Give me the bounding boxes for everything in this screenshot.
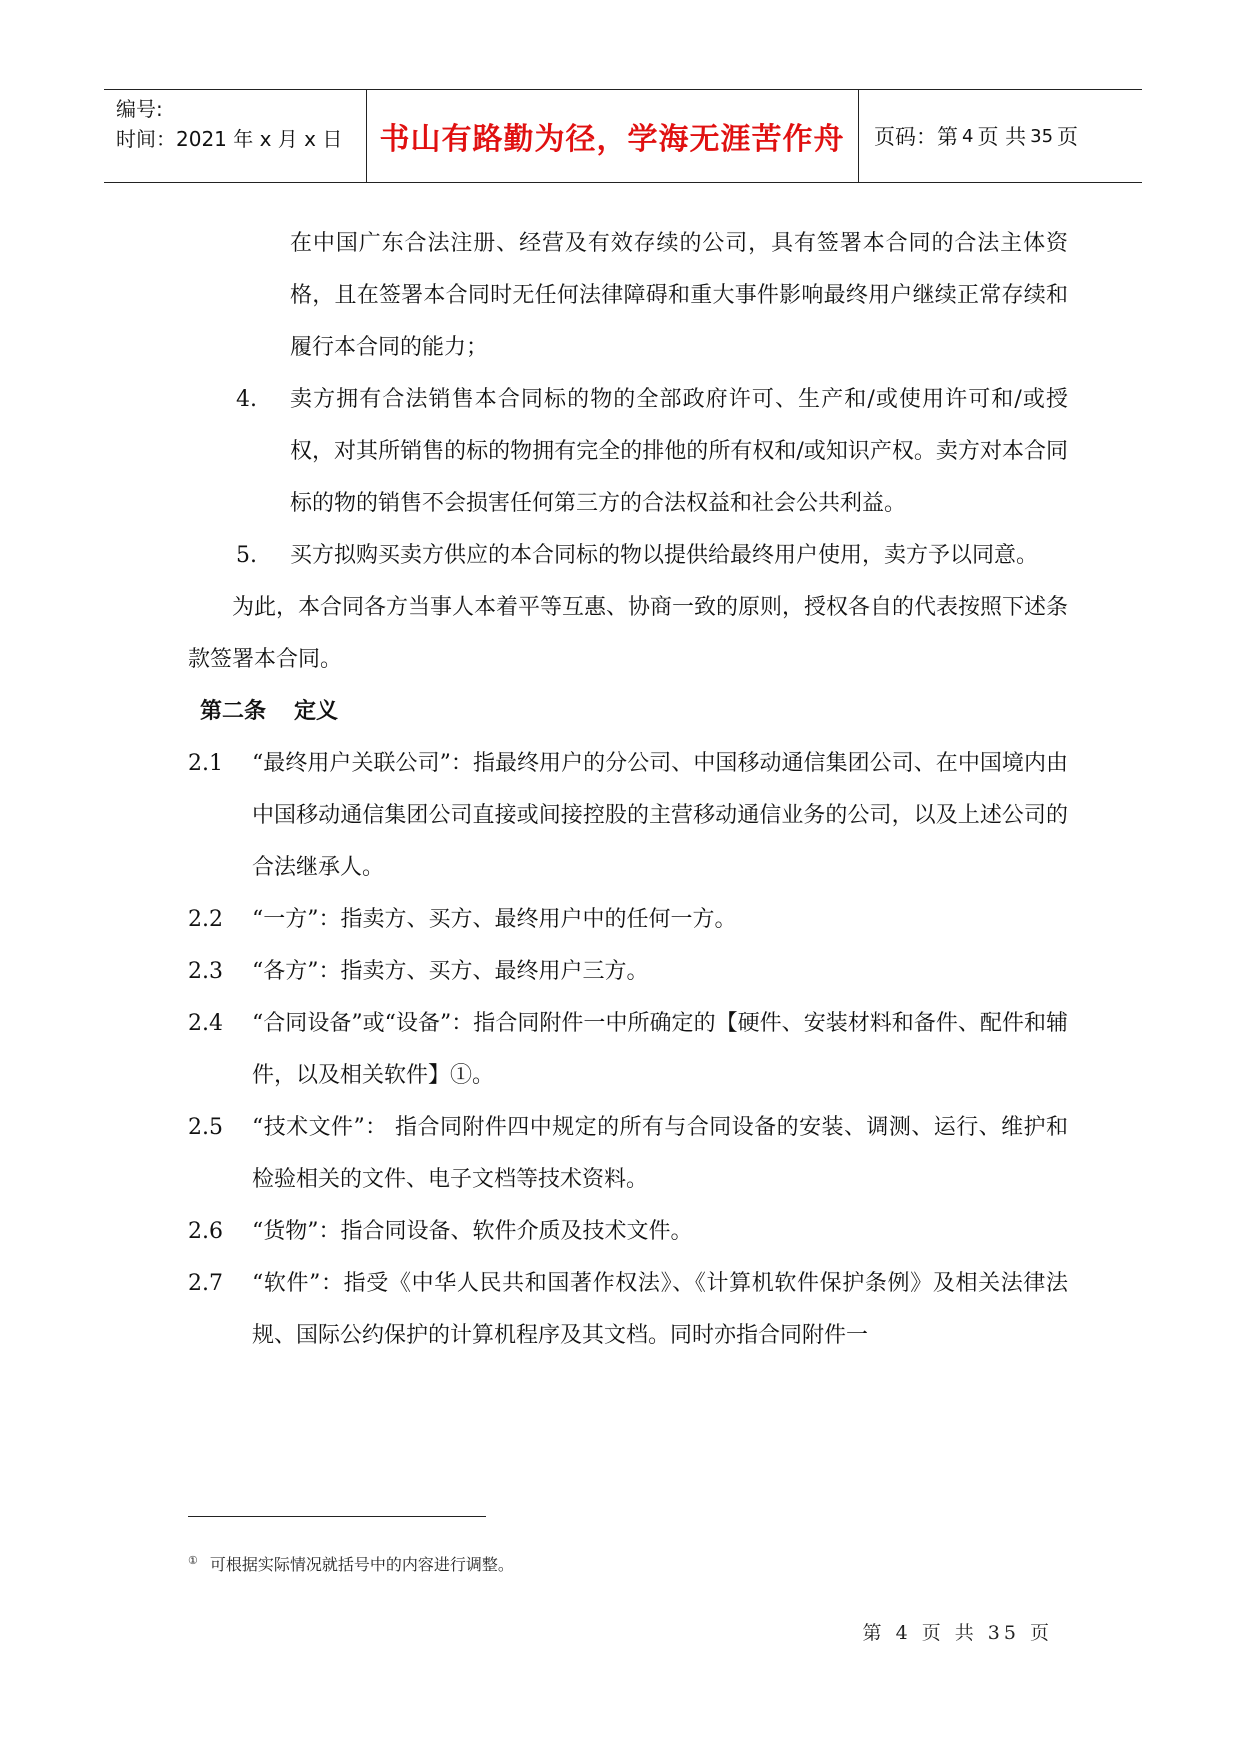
page-current: 4: [962, 125, 974, 147]
section-heading: [188, 686, 1068, 738]
list-item: [188, 374, 1068, 530]
definition-item: [188, 894, 1068, 946]
definition-number: 2.5: [188, 1115, 223, 1140]
list-item-text: 卖方拥有合法销售本合同标的物的全部政府许可、生产和/或使用许可和/或授权，对其所销售的标的物拥有完全的排他的所有权和/或知识产权。卖方对本合同标的物的销售不会损害任何第三方的合法权益和社会公共利益。: [290, 387, 1068, 516]
serial-label: 编号:: [116, 97, 163, 121]
definition-text: “软件”：指受《中华人民共和国著作权法》、《计算机软件保护条例》及相关法律法规、国际公约保护的计算机程序及其文档。同时亦指合同附件一: [252, 1271, 1068, 1348]
list-item: [188, 530, 1068, 582]
definition-item: [188, 1102, 1068, 1206]
definition-text: “技术文件”： 指合同附件四中规定的所有与合同设备的安装、调测、运行、维护和检验相关的文件、电子文档等技术资料。: [252, 1115, 1068, 1192]
footnote-text: 可根据实际情况就括号中的内容进行调整。: [209, 1555, 514, 1574]
definition-item: [188, 1206, 1068, 1258]
definition-text: “货物”：指合同设备、软件介质及技术文件。: [252, 1219, 693, 1244]
header-motto: 书山有路勤为径，学海无涯苦作舟: [379, 122, 845, 157]
definition-number: 2.2: [188, 907, 223, 932]
section-number: 第二条: [200, 699, 267, 724]
time-label: 时间：2021 年 x 月 x 日: [116, 127, 343, 151]
header-page-info: [874, 90, 1078, 182]
definition-number: 2.3: [188, 959, 223, 984]
header-divider: [858, 90, 859, 182]
list-item-number: 5.: [236, 543, 257, 568]
definition-text: “最终用户关联公司”：指最终用户的分公司、中国移动通信集团公司、在中国境内由中国移动通信集团公司直接或间接控股的主营移动通信业务的公司，以及上述公司的合法继承人。: [252, 751, 1068, 880]
definition-item: [188, 946, 1068, 998]
list-item-text: 买方拟购买卖方供应的本合同标的物以提供给最终用户使用，卖方予以同意。: [290, 543, 1039, 568]
continued-paragraph: 在中国广东合法注册、经营及有效存续的公司，具有签署本合同的合法主体资格，且在签署本合同时无任何法律障碍和重大事件影响最终用户继续正常存续和履行本合同的能力；: [290, 231, 1068, 360]
list-item-number: 4.: [236, 387, 257, 412]
definition-number: 2.1: [188, 751, 223, 776]
definition-item: [188, 998, 1068, 1102]
section-name: 定义: [294, 699, 339, 724]
footnote-separator: [188, 1516, 486, 1517]
page-suffix: 页: [1057, 125, 1079, 149]
definition-item: [188, 738, 1068, 894]
page-header: [104, 89, 1142, 183]
definition-text: “一方”：指卖方、买方、最终用户中的任何一方。: [252, 907, 737, 932]
closing-paragraph: 为此，本合同各方当事人本着平等互惠、协商一致的原则，授权各自的代表按照下述条款签署本合同。: [188, 595, 1069, 672]
definition-number: 2.4: [188, 1011, 223, 1036]
page-prefix: 页码：第: [874, 125, 958, 149]
footnote: [188, 1552, 514, 1575]
definition-text: “各方”：指卖方、买方、最终用户三方。: [252, 959, 649, 984]
definition-number: 2.7: [188, 1271, 223, 1296]
document-body: [188, 218, 1068, 1362]
definition-number: 2.6: [188, 1219, 223, 1244]
footnote-mark: ①: [188, 1553, 198, 1567]
header-meta: [116, 94, 342, 154]
page-total: 35: [1030, 125, 1054, 147]
definition-item: [188, 1258, 1068, 1362]
definition-text: “合同设备”或“设备”：指合同附件一中所确定的【硬件、安装材料和备件、配件和辅件，以及相关软件】①。: [252, 1011, 1068, 1088]
page-mid: 页 共: [977, 125, 1027, 149]
page-footer: 第 4 页 共 35 页: [862, 1622, 1053, 1644]
